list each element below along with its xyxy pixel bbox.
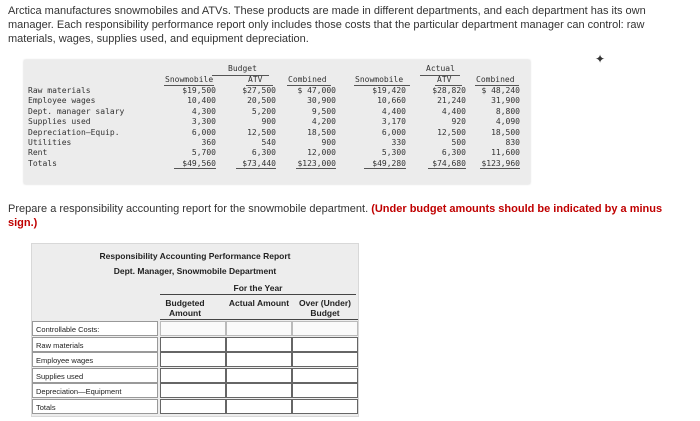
- report-grid: [32, 321, 358, 415]
- col-actual-header: Actual Amount: [228, 298, 290, 308]
- cell: 20,500: [247, 96, 276, 106]
- actual-cell: [226, 321, 292, 336]
- raw-materials-label: Raw materials: [32, 337, 158, 352]
- cell: $19,500: [182, 86, 216, 95]
- cell: 12,000: [307, 148, 336, 158]
- cell: 6,300: [441, 148, 466, 158]
- cell: $ 47,000: [297, 86, 336, 95]
- raw-materials-over-under-input[interactable]: [292, 337, 358, 352]
- cell: 4,300: [191, 106, 216, 116]
- cell: 900: [321, 137, 336, 147]
- report-period: For the Year: [233, 283, 283, 293]
- totals-over-under-input[interactable]: [292, 399, 358, 414]
- report-subtitle: Dept. Manager, Snowmobile Department: [113, 266, 277, 276]
- table-row: [32, 352, 358, 368]
- table-row: [32, 337, 358, 353]
- controllable-costs-label: Controllable Costs:: [32, 321, 158, 336]
- cell: 500: [451, 137, 466, 147]
- cell: 9,500: [311, 106, 336, 116]
- cell: 6,000: [191, 127, 216, 137]
- budget-combined-header: Combined: [288, 75, 327, 84]
- table-row: [32, 321, 358, 337]
- budget-group-header: Budget: [228, 64, 257, 73]
- cell: 830: [505, 137, 520, 147]
- instruction-main: Prepare a responsibility accounting report for the snowmobile department.: [8, 203, 369, 215]
- totals-budgeted-input[interactable]: [160, 399, 226, 414]
- actual-combined-header: Combined: [476, 75, 515, 84]
- cell: 21,240: [437, 96, 466, 106]
- cell: $73,440: [242, 158, 276, 168]
- cell: 4,200: [311, 117, 336, 127]
- responsibility-report: [31, 243, 359, 417]
- col-over-under-header: Over (Under) Budget: [299, 298, 351, 318]
- cell: 30,900: [307, 96, 336, 106]
- budgeted-cell: [160, 321, 226, 336]
- supplies-used-label: Supplies used: [32, 368, 158, 383]
- cell: 5,300: [381, 148, 406, 158]
- instruction-text: [8, 202, 692, 230]
- cell: $123,960: [481, 158, 520, 168]
- actual-snowmobile-header: Snowmobile: [355, 75, 404, 84]
- report-title: Responsibility Accounting Performance Report: [99, 251, 291, 261]
- cell: $28,820: [432, 86, 466, 95]
- cell: 11,600: [491, 148, 520, 158]
- row-label: Raw materials: [28, 86, 91, 95]
- cell: $123,000: [297, 158, 336, 168]
- cell: 10,400: [187, 96, 216, 106]
- employee-wages-actual-input[interactable]: [226, 352, 292, 367]
- actual-snowmobile-column: [342, 86, 406, 169]
- cell: $74,680: [432, 158, 466, 168]
- actual-group-header: Actual: [426, 64, 455, 73]
- cost-data-table: [24, 60, 530, 184]
- actual-atv-column: [408, 86, 466, 169]
- cell: 6,000: [381, 127, 406, 137]
- budget-snowmobile-header: Snowmobile: [165, 75, 214, 84]
- supplies-used-budgeted-input[interactable]: [160, 368, 226, 383]
- employee-wages-budgeted-input[interactable]: [160, 352, 226, 367]
- cell: 8,800: [495, 106, 520, 116]
- instruction-note: (Under budget amounts should be indicated by a minus sign.): [8, 203, 663, 229]
- cell: $19,420: [372, 86, 406, 95]
- table-row: [32, 383, 358, 399]
- depreciation-budgeted-input[interactable]: [160, 383, 226, 398]
- table-row: [32, 399, 358, 415]
- cell: $27,500: [242, 86, 276, 95]
- row-label: Supplies used: [28, 117, 91, 127]
- cell: 31,900: [491, 96, 520, 106]
- employee-wages-over-under-input[interactable]: [292, 352, 358, 367]
- row-labels: [28, 86, 124, 169]
- cell: 10,660: [377, 96, 406, 106]
- cell: 4,090: [495, 117, 520, 127]
- employee-wages-label: Employee wages: [32, 352, 158, 367]
- col-budgeted-header: Budgeted Amount: [165, 298, 205, 318]
- row-label: Dept. manager salary: [28, 106, 125, 116]
- over-under-cell: [292, 321, 358, 336]
- mouse-cursor-icon: ✦: [595, 52, 606, 66]
- budget-atv-header: ATV: [248, 75, 263, 84]
- budget-combined-column: [280, 86, 336, 169]
- cell: 12,500: [247, 127, 276, 137]
- depreciation-equipment-label: Depreciation—Equipment: [32, 383, 158, 398]
- raw-materials-budgeted-input[interactable]: [160, 337, 226, 352]
- budget-atv-column: [220, 86, 276, 169]
- table-row: [32, 368, 358, 384]
- cell: 6,300: [251, 148, 276, 158]
- row-label: Rent: [28, 148, 48, 158]
- cell: 3,170: [381, 117, 406, 127]
- totals-actual-input[interactable]: [226, 399, 292, 414]
- cell: 900: [261, 117, 276, 127]
- cell: 5,700: [191, 148, 216, 158]
- depreciation-over-under-input[interactable]: [292, 383, 358, 398]
- supplies-used-over-under-input[interactable]: [292, 368, 358, 383]
- cell: 4,400: [441, 106, 466, 116]
- budget-snowmobile-column: [144, 86, 216, 169]
- raw-materials-actual-input[interactable]: [226, 337, 292, 352]
- actual-combined-column: [468, 86, 520, 169]
- cell: 18,500: [307, 127, 336, 137]
- row-label: Employee wages: [28, 96, 96, 106]
- cell: $49,560: [182, 158, 216, 168]
- actual-atv-header: ATV: [437, 75, 452, 84]
- cell: 12,500: [437, 127, 466, 137]
- cell: 5,200: [251, 106, 276, 116]
- cell: $ 48,240: [481, 86, 520, 95]
- totals-label: Totals: [32, 399, 158, 414]
- supplies-used-actual-input[interactable]: [226, 368, 292, 383]
- cell: 540: [261, 137, 276, 147]
- row-label: Totals: [28, 158, 57, 168]
- cell: $49,280: [372, 158, 406, 168]
- row-label: Utilities: [28, 137, 72, 147]
- cell: 920: [451, 117, 466, 127]
- problem-intro: Arctica manufactures snowmobiles and ATVs. These products are made in different departments, and each department has its own manager. Each responsibility performance report only includes those costs that the particular department manager can control: raw materials, wages, supplies used, and equipment depreciation.: [8, 5, 646, 45]
- cell: 4,400: [381, 106, 406, 116]
- row-label: Depreciation—Equip.: [28, 127, 120, 137]
- depreciation-actual-input[interactable]: [226, 383, 292, 398]
- cell: 18,500: [491, 127, 520, 137]
- cell: 360: [201, 137, 216, 147]
- cell: 3,300: [191, 117, 216, 127]
- cell: 330: [391, 137, 406, 147]
